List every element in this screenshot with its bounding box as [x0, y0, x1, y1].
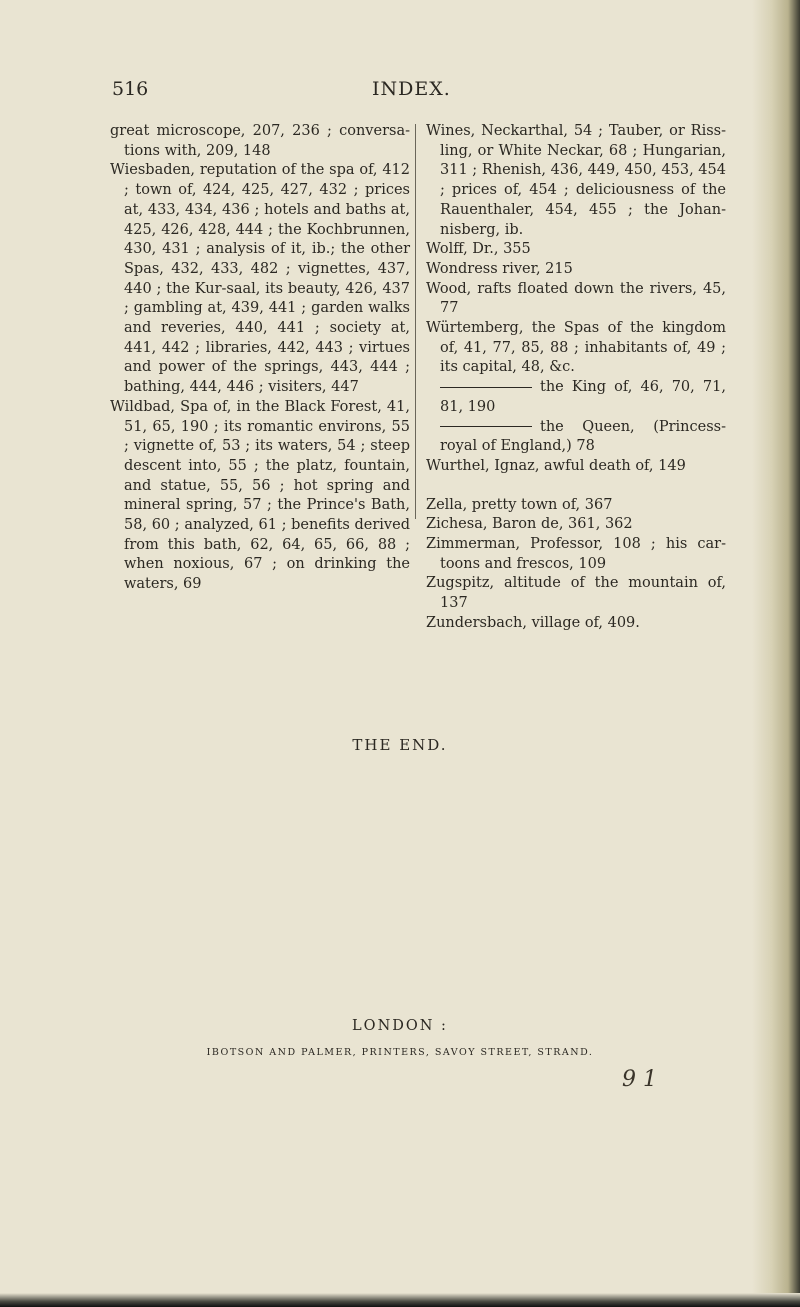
- index-column-right: [426, 122, 726, 634]
- ditto-dash: [440, 387, 532, 388]
- ditto-dash: [440, 426, 532, 427]
- running-head: INDEX.: [372, 78, 451, 100]
- index-column-left: [110, 122, 410, 595]
- index-entry: Wurthel, Ignaz, awful death of, 149: [426, 457, 686, 474]
- imprint-printers: IBOTSON AND PALMER, PRINTERS, SAVOY STREET, STRAND.: [206, 1047, 594, 1058]
- imprint-city: LONDON :: [352, 1018, 448, 1034]
- page-number: 516: [112, 78, 149, 100]
- index-subentry-text: the Queen, (Princess-royal of England,) 78: [440, 418, 726, 455]
- index-entry: Wines, Neckarthal, 54 ; Tauber, or Rissling, or White Neckar, 68 ; Hungarian, 311 ; Rhenish, 436, 449, 450, 453, 454 ; prices of, 454 ; deliciousness of the Rauenthaler, 454, 455 ; the Johannisberg, ib.: [426, 123, 726, 238]
- column-divider: [415, 124, 416, 519]
- index-subentry: [426, 378, 726, 417]
- page-bottom-edge: [0, 1293, 800, 1307]
- index-entry: great microscope, 207, 236 ; conversations with, 209, 148: [110, 123, 410, 159]
- index-entry: Zugspitz, altitude of the mountain of, 137: [426, 575, 726, 612]
- index-entry: Würtemberg, the Spas of the kingdom of, 41, 77, 85, 88 ; inhabitants of, 49 ; its capital, 48, &c.: [426, 320, 726, 376]
- page-edge-shadow: [752, 0, 800, 1307]
- index-entry: Zichesa, Baron de, 361, 362: [426, 516, 633, 533]
- index-entry: Zimmerman, Professor, 108 ; his cartoons and frescos, 109: [426, 536, 726, 572]
- index-entry: Wildbad, Spa of, in the Black Forest, 41, 51, 65, 190 ; its romantic environs, 55 ; vignette of, 53 ; its waters, 54 ; steep descent into, 55 ; the platz, fountain, and statue, 55, 56 ; hot spring and mineral spring, 57 ; the Prince's Bath, 58, 60 ; analyzed, 61 ; benefits derived from this bath, 62, 64, 65, 66, 88 ; when noxious, 67 ; on drinking the waters, 69: [110, 398, 410, 593]
- index-entry: Zundersbach, village of, 409.: [426, 614, 640, 631]
- index-entry: Wondress river, 215: [426, 260, 573, 277]
- the-end-heading: THE END.: [352, 736, 448, 754]
- index-entry: Wiesbaden, reputation of the spa of, 412 ; town of, 424, 425, 427, 432 ; prices at, 433, 434, 436 ; hotels and baths at, 425, 426, 428, 444 ; the Kochbrunnen, 430, 431 ; analysis of it, ib.; the other Spas, 432, 433, 482 ; vignettes, 437, 440 ; the Kur-saal, its beauty, 426, 437 ; gambling at, 439, 441 ; garden walks and reveries, 440, 441 ; society at, 441, 442 ; libraries, 442, 443 ; virtues and power of the springs, 443, 444 ; bathing, 444, 446 ; visiters, 447: [110, 162, 410, 396]
- index-entry: Wood, rafts floated down the rivers, 45, 77: [426, 280, 726, 317]
- index-subentry: [426, 418, 726, 457]
- index-entry: Wolff, Dr., 355: [426, 241, 531, 258]
- index-entry: Zella, pretty town of, 367: [426, 496, 613, 513]
- index-subentry-text: the King of, 46, 70, 71, 81, 190: [440, 379, 726, 415]
- handwritten-shelf-mark: 9 1: [622, 1067, 657, 1092]
